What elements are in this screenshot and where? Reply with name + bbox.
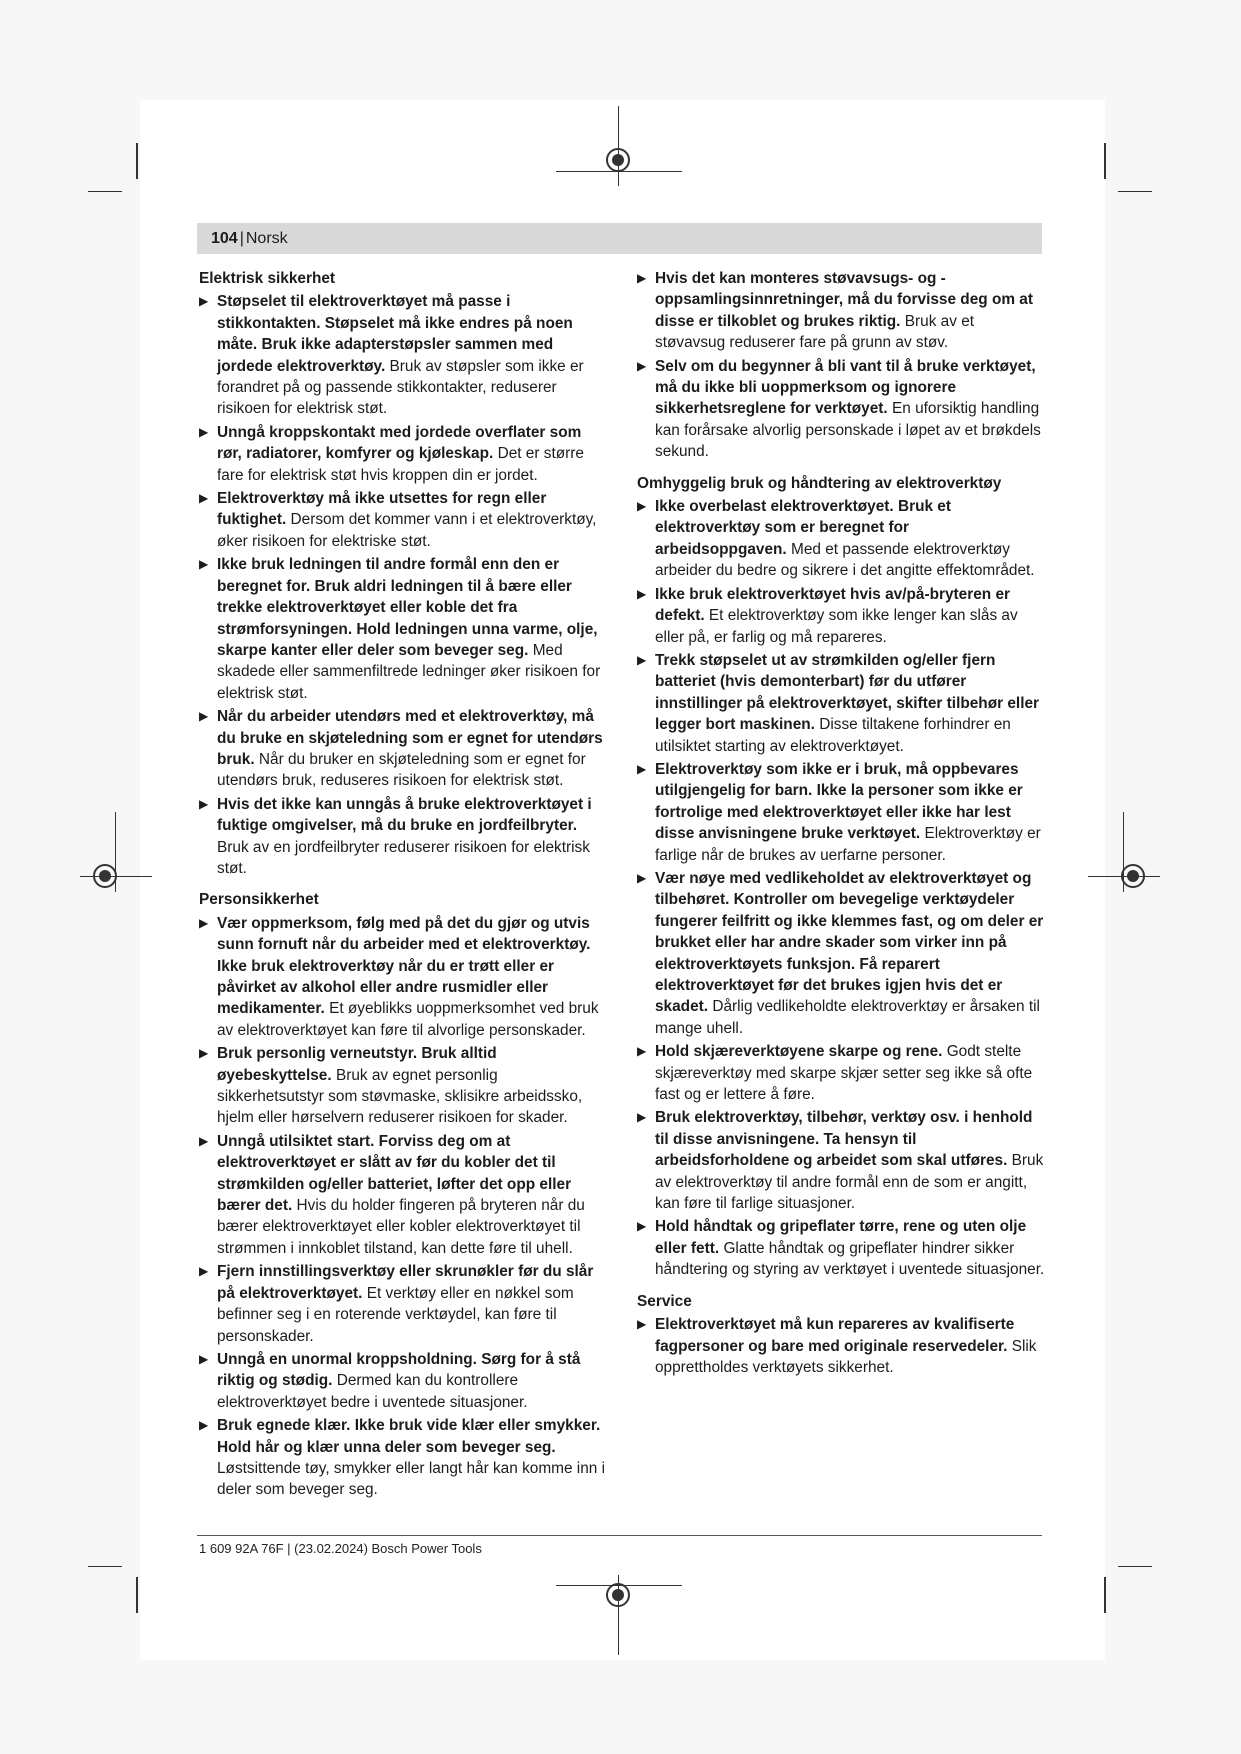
section-title: Elektrisk sikkerhet <box>199 270 336 287</box>
bullet-arrow-icon: ▶ <box>637 358 647 373</box>
item-warning: Fjern innstillingsverktøy eller skrunøkler før du slår på elektroverktøyet. <box>217 1263 594 1302</box>
bullet-arrow-icon: ▶ <box>199 491 209 506</box>
item-explanation: Slik opprettholdes verktøyets sikkerhet. <box>655 1337 1037 1376</box>
instruction-list <box>637 496 1045 1281</box>
list-item <box>199 1261 607 1347</box>
item-explanation: Med et passende elektroverktøy arbeider du bedre og sikrere i det angitte effektområdet. <box>655 540 1035 580</box>
registration-line <box>618 106 619 186</box>
item-explanation: Når du bruker en skjøteledning som er egnet for utendørs bruk, reduseres risikoen for elektrisk støt. <box>217 750 586 790</box>
bullet-arrow-icon: ▶ <box>199 1133 209 1148</box>
item-warning: Unngå en unormal kroppsholdning. Sørg for å stå riktig og stødig. <box>217 1350 581 1390</box>
list-item <box>637 1216 1045 1280</box>
item-warning: Ikke bruk ledningen til andre formål enn den er beregnet for. Bruk aldri ledningen til å bære eller trekke elektroverktøyet eller koble det fra strømforsyningen. Hold ledningen unna varme, olje, skarpe kanter eller deler som beveger seg. <box>217 556 598 659</box>
bullet-arrow-icon: ▶ <box>637 1110 647 1125</box>
list-item <box>637 759 1045 866</box>
bullet-arrow-icon: ▶ <box>637 499 647 514</box>
item-warning: Hold skjæreverktøyene skarpe og rene. <box>655 1043 943 1061</box>
list-item <box>199 554 607 704</box>
instruction-list <box>637 268 1045 463</box>
bullet-arrow-icon: ▶ <box>637 271 647 285</box>
item-explanation: Med skadede eller sammenfiltrede ledninger øker risikoen for elektrisk støt. <box>217 641 601 702</box>
page-footer: 1 609 92A 76F | (23.02.2024) Bosch Power Tools <box>199 1541 482 1556</box>
bullet-arrow-icon: ▶ <box>199 1046 209 1061</box>
list-item <box>199 1349 607 1413</box>
left-column <box>199 268 607 1503</box>
bullet-arrow-icon: ▶ <box>637 652 647 667</box>
item-explanation: Glatte håndtak og gripeflater hindrer sikker håndtering og styring av verktøyet i uventede situasjoner. <box>655 1239 1045 1279</box>
list-item <box>637 1107 1045 1214</box>
crop-mark <box>136 1577 138 1613</box>
item-warning: Bruk elektroverktøy, tilbehør, verktøy osv. i henhold til disse anvisningene. Ta hensyn til arbeidsforholdene og arbeidet som skal utføres. <box>655 1109 1033 1170</box>
list-item <box>637 868 1045 1039</box>
bullet-arrow-icon: ▶ <box>199 709 209 724</box>
instruction-list <box>199 291 607 879</box>
list-item <box>637 356 1045 463</box>
registration-target-icon <box>606 148 630 172</box>
crop-mark <box>1118 1566 1152 1567</box>
item-warning: Elektroverktøyet må kun repareres av kvalifiserte fagpersoner og bare med originale reservedeler. <box>655 1316 1015 1355</box>
crop-mark <box>1118 191 1152 192</box>
list-item <box>637 1314 1045 1378</box>
right-column <box>637 268 1045 1380</box>
item-warning: Hvis det kan monteres støvavsugs- og -oppsamlingsinnretninger, må du forvisse deg om at disse er tilkoblet og brukes riktig. <box>655 270 1033 330</box>
bullet-arrow-icon: ▶ <box>637 870 647 885</box>
item-warning: Ikke bruk elektroverktøyet hvis av/på-bryteren er defekt. <box>655 585 1011 625</box>
section-title: Personsikkerhet <box>199 891 319 909</box>
crop-mark <box>88 191 122 192</box>
item-warning: Elektroverktøy som ikke er i bruk, må oppbevares utilgjengelig for barn. Ikke la personer som ikke er fortrolige med elektroverktøyet eller ikke har lest disse anvisningene bruke verktøyet. <box>655 760 1023 843</box>
list-item <box>637 268 1045 354</box>
registration-target-icon <box>1121 864 1145 888</box>
bullet-arrow-icon: ▶ <box>199 1264 209 1279</box>
list-item <box>199 794 607 880</box>
item-explanation: En uforsiktig handling kan forårsake alvorlig personskade i løpet av et brøkdels sekund. <box>655 400 1041 461</box>
item-warning: Når du arbeider utendørs med et elektroverktøy, må du bruke en skjøteledning som er egnet for utendørs bruk. <box>217 708 603 768</box>
item-explanation: Elektroverktøy er farlige når de brukes av uerfarne personer. <box>655 825 1041 864</box>
item-warning: Bruk egnede klær. Ikke bruk vide klær eller smykker. Hold hår og klær unna deler som beveger seg. <box>217 1417 601 1456</box>
list-item <box>199 913 607 1041</box>
bullet-arrow-icon: ▶ <box>637 761 647 776</box>
bullet-arrow-icon: ▶ <box>637 1317 647 1332</box>
item-explanation: Bruk av et støvavsug reduserer fare på grunn av støv. <box>655 312 975 352</box>
list-item <box>199 706 607 792</box>
item-warning: Bruk personlig verneutstyr. Bruk alltid øyebeskyttelse. <box>217 1045 497 1084</box>
crop-mark <box>1104 1577 1106 1613</box>
registration-target-icon <box>606 1583 630 1607</box>
list-item <box>199 291 607 419</box>
item-warning: Hold håndtak og gripeflater tørre, rene og uten olje eller fett. <box>655 1218 1027 1257</box>
bullet-arrow-icon: ▶ <box>199 557 209 572</box>
crop-mark <box>136 143 138 179</box>
item-explanation: Bruk av egnet personlig sikkerhetsutstyr som støvmaske, sklisikre arbeidssko, hjelm eller hørselvern reduserer risikoen for skader. <box>217 1066 583 1127</box>
item-warning: Hvis det ikke kan unngås å bruke elektroverktøyet i fuktige omgivelser, må du bruke en jordfeilbryter. <box>217 795 592 835</box>
item-explanation: Dermed kan du kontrollere elektroverktøyet bedre i uventede situasjoner. <box>217 1372 528 1411</box>
bullet-arrow-icon: ▶ <box>199 796 209 811</box>
section-title: Omhyggelig bruk og håndtering av elektroverktøy <box>637 474 1002 492</box>
page-number: 104 <box>211 230 238 247</box>
item-warning: Vær oppmerksom, følg med på det du gjør og utvis sunn fornuft når du arbeider med et elektroverktøy. Ikke bruk elektroverktøy når du er trøtt eller er påvirket av alkohol eller andre rusmidler eller medikamenter. <box>217 914 591 1018</box>
item-warning: Støpselet til elektroverktøyet må passe i stikkontakten. Støpselet må ikke endres på noen måte. Bruk ikke adapterstøpsler sammen med jordede elektroverktøy. <box>217 293 573 375</box>
item-warning: Ikke overbelast elektroverktøyet. Bruk et elektroverktøy som er beregnet for arbeidsoppgaven. <box>655 498 951 558</box>
list-item <box>637 496 1045 582</box>
item-explanation: Løstsittende tøy, smykker eller langt hår kan komme inn i deler som beveger seg. <box>217 1459 606 1499</box>
footer-rule <box>197 1535 1042 1536</box>
item-explanation: Godt stelte skjæreverktøy med skarpe skjær setter seg ikke så ofte fast og er lettere å føre. <box>655 1043 1033 1104</box>
list-item <box>199 422 607 486</box>
item-warning: Selv om du begynner å bli vant til å bruke verktøyet, må du ikke bli uoppmerksom og ignorere sikkerhetsreglene for verktøyet. <box>655 357 1036 418</box>
bullet-arrow-icon: ▶ <box>199 424 209 439</box>
item-warning: Unngå kroppskontakt med jordede overflater som rør, radiatorer, komfyrer og kjøleskap. <box>217 423 582 463</box>
item-explanation: Et elektroverktøy som ikke lenger kan slås av eller på, er farlig og må repareres. <box>655 607 1018 646</box>
crop-mark <box>88 1566 122 1567</box>
item-explanation: Et verktøy eller en nøkkel som befinner seg i en roterende verktøydel, kan føre til personskader. <box>217 1284 574 1345</box>
section-title: Service <box>637 1292 692 1310</box>
item-explanation: Dersom det kommer vann i et elektroverktøy, øker risikoen for elektriske støt. <box>217 511 597 550</box>
item-explanation: Et øyeblikks uoppmerksomhet ved bruk av elektroverktøyet kan føre til alvorlige personskader. <box>217 1000 599 1039</box>
instruction-list <box>637 1314 1045 1378</box>
item-explanation: Hvis du holder fingeren på bryteren når du bærer elektroverktøyet eller kobler elektroverktøyet til strømmen i innkoblet tilstand, kan dette føre til uhell. <box>217 1197 585 1257</box>
item-warning: Vær nøye med vedlikeholdet av elektroverktøyet og tilbehøret. Kontroller om bevegelige verktøydeler fungerer feilfritt og ikke klemmes fast, og om deler er brukket eller har andre skader som virker inn på elektroverktøyets funksjon. Få reparert elektroverktøyet før det brukes igjen hvis det er skadet. <box>655 869 1044 1016</box>
bullet-arrow-icon: ▶ <box>637 586 647 601</box>
bullet-arrow-icon: ▶ <box>637 1219 647 1234</box>
list-item <box>199 1415 607 1501</box>
list-item <box>199 1131 607 1259</box>
item-explanation: Dårlig vedlikeholdte elektroverktøy er årsaken til mange uhell. <box>655 998 1040 1037</box>
bullet-arrow-icon: ▶ <box>199 915 209 930</box>
bullet-arrow-icon: ▶ <box>199 1351 209 1366</box>
item-explanation: Disse tiltakene forhindrer en utilsiktet starting av elektroverktøyet. <box>655 716 1011 755</box>
bullet-arrow-icon: ▶ <box>199 1418 209 1433</box>
list-item <box>637 1041 1045 1105</box>
bullet-arrow-icon: ▶ <box>199 294 209 309</box>
list-item <box>637 584 1045 648</box>
header-separator: | <box>239 230 244 247</box>
item-warning: Trekk støpselet ut av strømkilden og/eller fjern batteriet (hvis demonterbart) før du utfører innstillinger på elektroverktøyet, skifter tilbehør eller legger bort maskinen. <box>655 651 1040 734</box>
item-explanation: Bruk av en jordfeilbryter reduserer risikoen for elektrisk støt. <box>217 838 590 877</box>
list-item <box>199 488 607 552</box>
list-item <box>637 650 1045 757</box>
registration-target-icon <box>93 864 117 888</box>
item-explanation: Bruk av støpsler som ikke er forandret på og passende stikkontakter, reduserer risikoen for elektrisk støt. <box>217 357 584 418</box>
crop-mark <box>1104 143 1106 179</box>
instruction-list <box>199 913 607 1501</box>
item-warning: Unngå utilsiktet start. Forviss deg om at elektroverktøyet er slått av før du kobler det til strømkilden og/eller batteriet, løfter det opp eller bærer det. <box>217 1132 572 1215</box>
bullet-arrow-icon: ▶ <box>637 1044 647 1059</box>
page-header <box>197 223 1042 254</box>
header-language: Norsk <box>245 230 288 247</box>
item-explanation: Det er større fare for elektrisk støt hvis kroppen din er jordet. <box>217 445 584 484</box>
item-warning: Elektroverktøy må ikke utsettes for regn eller fuktighet. <box>217 490 547 529</box>
item-explanation: Bruk av elektroverktøy til andre formål enn de som er angitt, kan føre til farlige situasjoner. <box>655 1152 1044 1213</box>
list-item <box>199 1043 607 1129</box>
